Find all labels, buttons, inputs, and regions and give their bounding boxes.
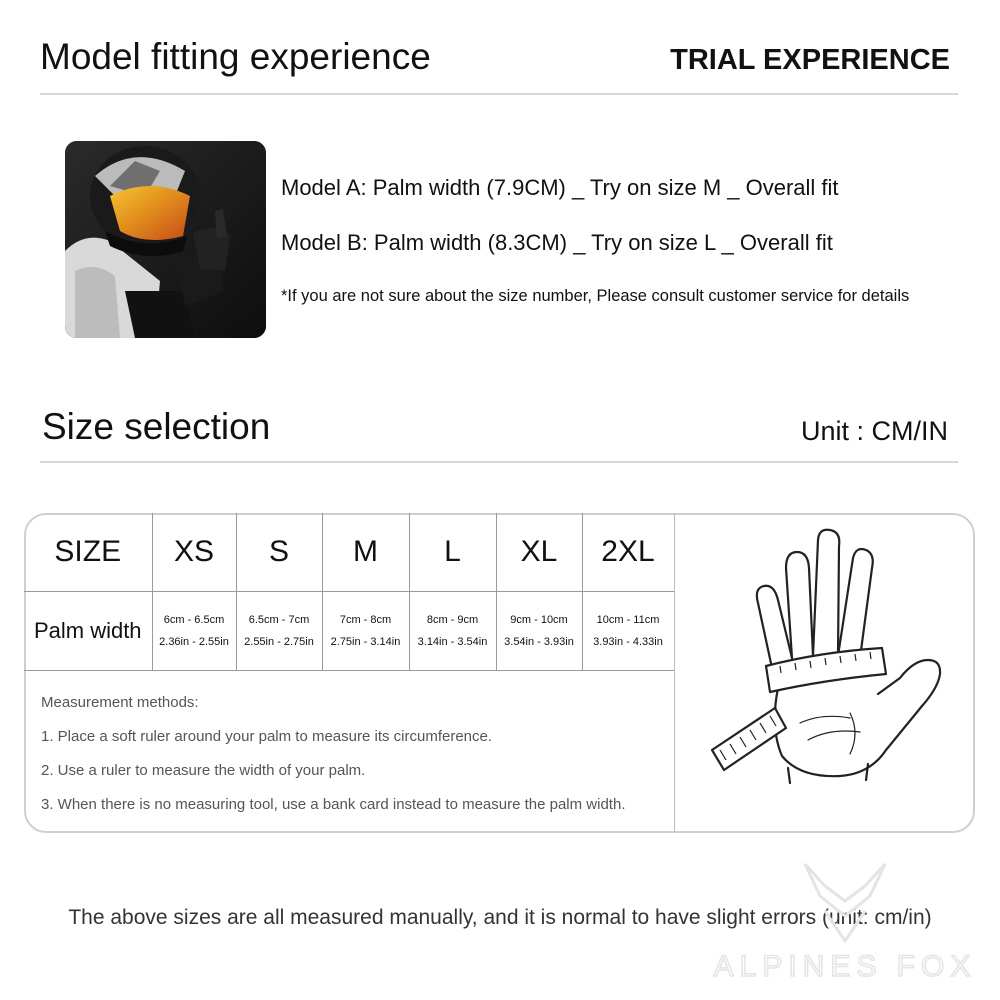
method-step-3: 3. When there is no measuring tool, use a bank card instead to measure the palm width. (41, 796, 626, 813)
size-m: M (322, 513, 409, 592)
palm-width-row (24, 592, 674, 671)
in-range: 3.93in - 4.33in (593, 636, 663, 648)
size-s: S (236, 513, 322, 592)
unit-label: Unit : CM/IN (800, 416, 948, 446)
size-note: *If you are not sure about the size number, Please consult customer service for details (281, 287, 910, 305)
alpines-fox-watermark (700, 856, 990, 986)
cm-range: 9cm - 10cm (510, 614, 568, 626)
watermark-text: ALPINES FOX (713, 950, 977, 983)
cm-range: 10cm - 11cm (596, 614, 660, 626)
footer-note: The above sizes are all measured manually, and it is normal to have slight errors (unit: cm/in) (68, 906, 932, 929)
size-xl: XL (496, 513, 582, 592)
cm-range: 8cm - 9cm (426, 614, 479, 626)
section-title-size: Size selection (42, 406, 271, 447)
size-xs: XS (152, 513, 236, 592)
model-photo (65, 141, 266, 338)
trial-experience-label: TRIAL EXPERIENCE (670, 44, 950, 76)
palm-width-xl (496, 592, 582, 671)
in-range: 2.36in - 2.55in (159, 636, 229, 648)
palm-width-2xl (582, 592, 674, 671)
in-range: 2.55in - 2.75in (244, 636, 314, 648)
hand-measure-illustration (700, 528, 962, 823)
divider (40, 461, 958, 463)
palm-width-label: Palm width (24, 592, 152, 671)
card-divider (674, 513, 675, 833)
size-table (24, 513, 675, 671)
model-a-text: Model A: Palm width (7.9CM) _ Try on size M _ Overall fit (281, 175, 839, 200)
in-range: 3.54in - 3.93in (504, 636, 574, 648)
rider-image (65, 141, 266, 338)
in-range: 3.14in - 3.54in (417, 636, 488, 648)
methods-heading: Measurement methods: (41, 694, 199, 711)
method-step-1: 1. Place a soft ruler around your palm to measure its circumference. (41, 728, 493, 745)
palm-width-xs (152, 592, 236, 671)
model-b-text: Model B: Palm width (8.3CM) _ Try on size L _ Overall fit (281, 230, 833, 255)
method-step-2: 2. Use a ruler to measure the width of your palm. (41, 762, 366, 779)
size-header-row (24, 513, 674, 592)
cm-range: 6.5cm - 7cm (248, 614, 310, 626)
palm-width-l (409, 592, 496, 671)
size-2xl: 2XL (582, 513, 674, 592)
divider (40, 93, 958, 95)
cm-range: 6cm - 6.5cm (163, 614, 225, 626)
palm-width-m (322, 592, 409, 671)
size-header-label: SIZE (24, 513, 152, 592)
size-l: L (409, 513, 496, 592)
palm-width-s (236, 592, 322, 671)
section-title-fitting: Model fitting experience (40, 36, 431, 77)
cm-range: 7cm - 8cm (339, 614, 392, 626)
in-range: 2.75in - 3.14in (330, 636, 401, 648)
measurement-methods (41, 693, 661, 829)
